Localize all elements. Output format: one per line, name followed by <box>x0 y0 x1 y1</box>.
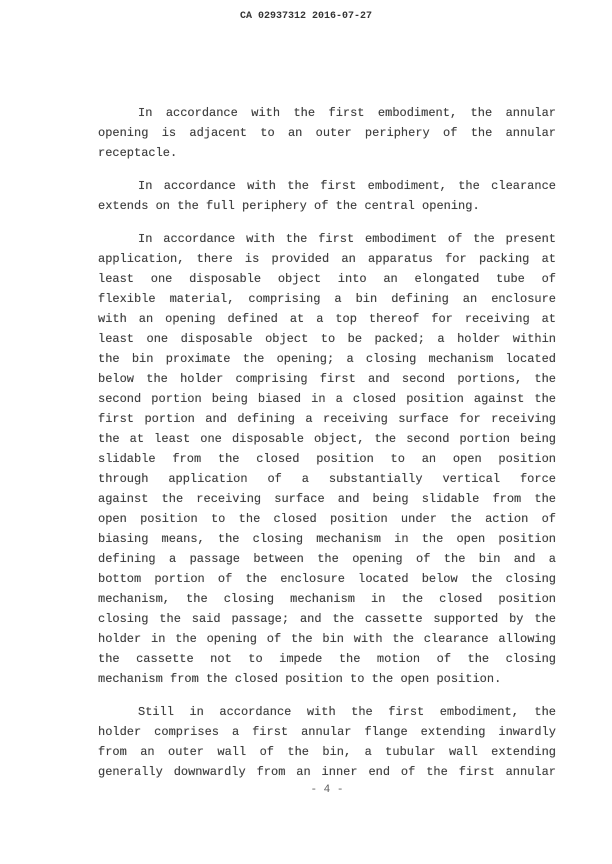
paragraph <box>98 702 556 782</box>
text-line: bottom portion of the enclosure located below the closing <box>98 572 556 586</box>
text-line: generally downwardly from an inner end of the first annular <box>98 765 556 779</box>
paragraph <box>98 103 556 163</box>
text-line: mechanism from the closed position to the open position. <box>98 672 502 686</box>
text-line: defining a passage between the opening of the bin and a <box>98 552 556 566</box>
paragraph <box>98 176 556 216</box>
text-line: biasing means, the closing mechanism in the open position <box>98 532 556 546</box>
text-line: below the holder comprising first and second portions, the <box>98 372 556 386</box>
text-line: receptacle. <box>98 146 178 160</box>
text-line: open position to the closed position under the action of <box>98 512 556 526</box>
text-line: closing the said passage; and the cassette supported by the <box>98 612 556 626</box>
text-line: holder comprises a first annular flange extending inwardly <box>98 725 556 739</box>
text-line: In accordance with the first embodiment, the annular <box>138 106 556 120</box>
text-line: holder in the opening of the bin with the clearance allowing <box>98 632 556 646</box>
text-line: the bin proximate the opening; a closing mechanism located <box>98 352 556 366</box>
text-line: mechanism, the closing mechanism in the closed position <box>98 592 556 606</box>
page-number: - 4 - <box>310 784 344 796</box>
text-line: against the receiving surface and being slidable from the <box>98 492 556 506</box>
text-line: application, there is provided an apparatus for packing at <box>98 252 556 266</box>
text-line: Still in accordance with the first embodiment, the <box>138 705 556 719</box>
text-line: the cassette not to impede the motion of the closing <box>98 652 556 666</box>
document-body <box>98 103 556 782</box>
text-line: flexible material, comprising a bin defining an enclosure <box>98 292 556 306</box>
text-line: least one disposable object into an elongated tube of <box>98 272 556 286</box>
text-line: second portion being biased in a closed position against the <box>98 392 556 406</box>
text-line: extends on the full periphery of the central opening. <box>98 199 480 213</box>
text-line: with an opening defined at a top thereof for receiving at <box>98 312 556 326</box>
text-line: the at least one disposable object, the second portion being <box>98 432 556 446</box>
text-line: In accordance with the first embodiment of the present <box>138 232 556 246</box>
text-line: least one disposable object to be packed; a holder within <box>98 332 556 346</box>
text-line: slidable from the closed position to an open position <box>98 452 556 466</box>
text-line: first portion and defining a receiving surface for receiving <box>98 412 556 426</box>
text-line: from an outer wall of the bin, a tubular wall extending <box>98 745 556 759</box>
text-line: through application of a substantially vertical force <box>98 472 556 486</box>
text-line: In accordance with the first embodiment, the clearance <box>138 179 556 193</box>
document-header-stamp: CA 02937312 2016-07-27 <box>239 11 373 22</box>
paragraph <box>98 229 556 689</box>
text-line: opening is adjacent to an outer periphery of the annular <box>98 126 556 140</box>
